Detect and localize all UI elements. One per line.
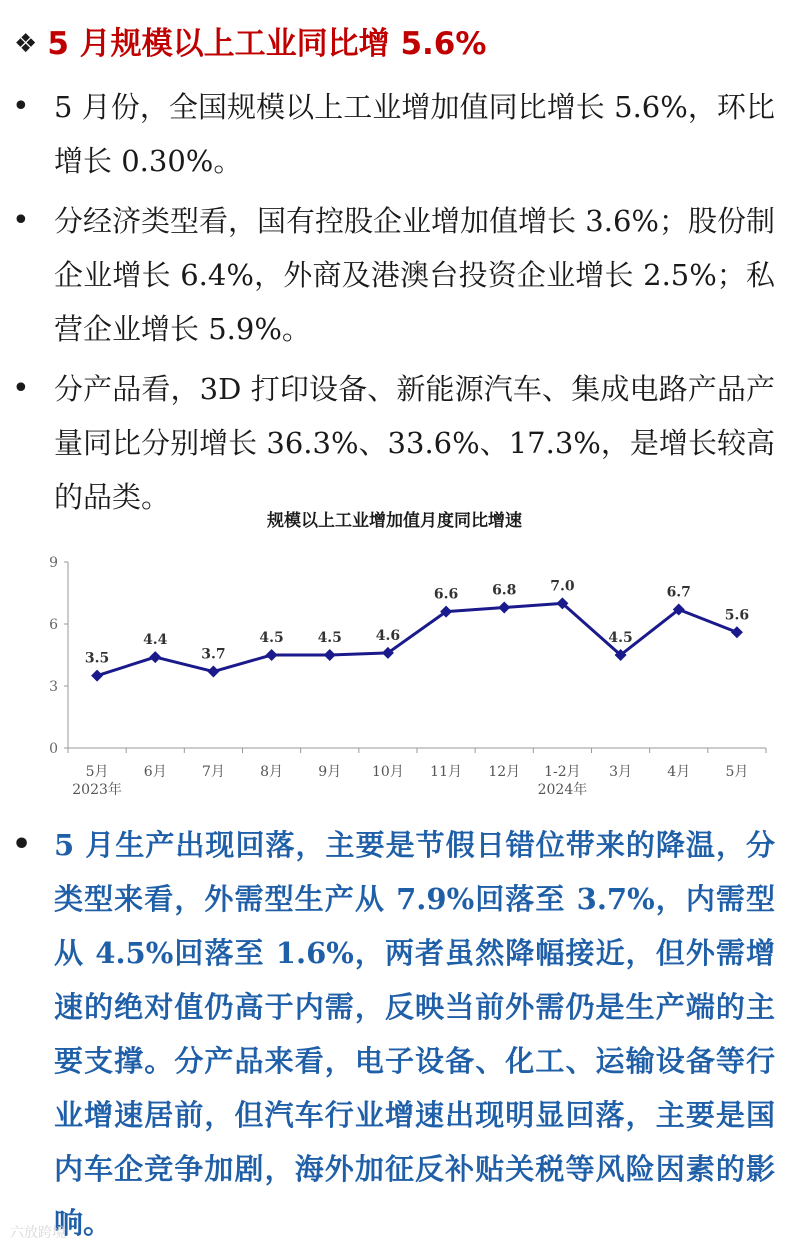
list-item: • 分产品看，3D 打印设备、新能源汽车、集成电路产品产量同比分别增长 36.3%、33.6%、17.3%，是增长较高的品类。 <box>0 362 789 524</box>
x-tick-label: 12月 <box>488 764 521 780</box>
x-tick-label: 6月 <box>143 764 167 780</box>
watermark: 六放跨境 <box>10 1225 66 1241</box>
list-item: • 分经济类型看，国有控股企业增加值增长 3.6%；股份制企业增长 6.4%，外商及港澳台投资企业增长 2.5%；私营企业增长 5.9%。 <box>0 194 789 356</box>
list-item: • 5 月生产出现回落，主要是节假日错位带来的降温，分类型来看，外需型生产从 7.9%回落至 3.7%，内需型从 4.5%回落至 1.6%，两者虽然降幅接近，但外需增速的绝对值仍高于内需，反映当前外需仍是生产端的主要支撑。分产品来看，电子设备、化工、运输设备等行业增速居前，但汽车行业增速出现明显回落，主要是国内车企竞争加剧，海外加征反补贴关税等风险因素的影响。 <box>0 818 789 1250</box>
summary-list <box>0 80 789 524</box>
chart-title: 规模以上工业增加值月度同比增速 <box>267 511 522 531</box>
analysis-list <box>0 818 789 1250</box>
data-point <box>207 666 219 678</box>
data-label: 4.4 <box>143 632 168 649</box>
x-tick-label: 11月 <box>430 764 462 780</box>
bullet-dot-icon: • <box>12 371 30 406</box>
y-tick-label: 0 <box>49 741 58 757</box>
diamond-bullet-icon: ❖ <box>14 29 38 59</box>
bullet-dot-icon: • <box>12 827 32 862</box>
data-label: 6.8 <box>492 582 517 599</box>
line-chart <box>0 500 789 810</box>
x-tick-label: 8月 <box>260 764 284 780</box>
y-tick-label: 3 <box>49 679 58 695</box>
x-tick-label: 7月 <box>201 764 225 780</box>
y-tick-label: 9 <box>49 555 58 571</box>
data-label: 3.7 <box>201 646 226 663</box>
y-tick-label: 6 <box>49 617 58 633</box>
x-tick-label: 5月 <box>725 764 749 780</box>
data-label: 4.5 <box>608 630 633 646</box>
data-point <box>91 670 103 682</box>
x-tick-label: 9月 <box>318 764 342 780</box>
data-label: 4.5 <box>259 630 284 646</box>
data-label: 3.5 <box>84 650 110 667</box>
x-year-label: 2024年 <box>537 782 588 798</box>
series-line <box>97 603 737 675</box>
data-label: 6.6 <box>433 586 459 603</box>
data-label: 7.0 <box>550 578 575 595</box>
page-title <box>14 18 486 63</box>
x-tick-label: 10月 <box>372 764 404 780</box>
data-label: 6.7 <box>666 584 691 601</box>
data-point <box>324 649 336 661</box>
bullet-dot-icon: • <box>12 89 30 124</box>
data-point <box>266 649 278 661</box>
bullet-dot-icon: • <box>12 203 30 238</box>
data-point <box>498 601 510 613</box>
data-label: 5.6 <box>724 607 750 624</box>
x-tick-label: 3月 <box>609 764 633 780</box>
x-tick-label: 1-2月 <box>544 764 581 780</box>
list-item: • 5 月份，全国规模以上工业增加值同比增长 5.6%，环比增长 0.30%。 <box>0 80 789 188</box>
data-point <box>731 626 743 638</box>
x-tick-label: 5月 <box>85 764 109 780</box>
x-tick-label: 4月 <box>667 764 691 780</box>
chart-plot <box>0 500 789 810</box>
page-title-text: 5 月规模以上工业同比增 5.6% <box>47 26 487 62</box>
data-point <box>149 651 161 663</box>
x-year-label: 2023年 <box>72 782 122 798</box>
data-label: 4.5 <box>317 630 342 646</box>
data-label: 4.6 <box>375 627 401 644</box>
